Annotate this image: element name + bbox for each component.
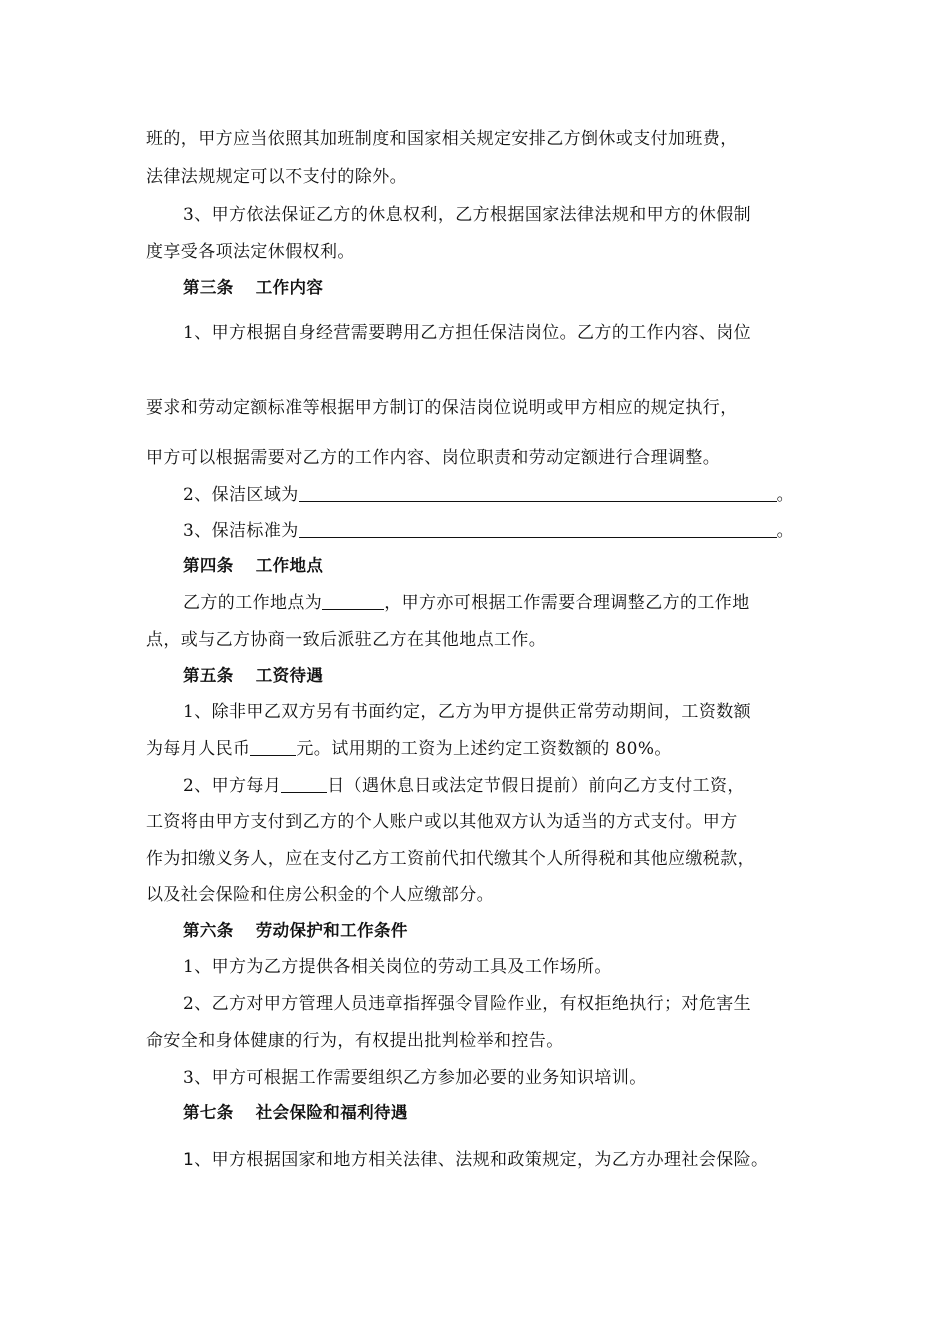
- text: 法律法规规定可以不支付的除外。: [146, 167, 407, 187]
- fill-in-blank[interactable]: [299, 484, 777, 502]
- article-number: 第三条: [183, 278, 234, 297]
- text: 作为扣缴义务人，应在支付乙方工资前代扣代缴其个人所得税和其他应缴税款，: [146, 849, 755, 869]
- text: 1、甲方为乙方提供各相关岗位的劳动工具及工作场所。: [183, 957, 612, 977]
- text: 3、保洁标准为: [183, 521, 299, 541]
- paragraph-line: [146, 884, 494, 906]
- text: 度享受各项法定休假权利。: [146, 242, 355, 262]
- paragraph-line: [183, 775, 745, 797]
- text: 根据甲方制订的保洁岗位说明或甲方相应的规定执行，: [320, 398, 738, 418]
- text: 元。试用期的工资为上述约定工资数额的 80%。: [296, 739, 672, 759]
- paragraph-line: [146, 738, 672, 760]
- text: 为每月人民币: [146, 739, 251, 759]
- text: 2、保洁区域为: [183, 485, 299, 505]
- paragraph-line: [183, 1149, 768, 1171]
- fill-in-blank[interactable]: [299, 520, 777, 538]
- text: 甲方可以根据需要对乙方的工作内容、岗位职责和劳动定额进行合理调整。: [146, 448, 721, 468]
- paragraph-line: [146, 811, 738, 833]
- text: 3、甲方依法保证乙方的休息权利，乙方根据国家法律法规和甲方的休假制: [183, 205, 752, 225]
- text: 命安全和身体健康的行为，有权提出批判检举和控告。: [146, 1031, 564, 1051]
- paragraph-line: [183, 484, 794, 506]
- text: 以及社会保险和住房公积金的个人应缴部分。: [146, 885, 494, 905]
- paragraph-line: [146, 1030, 564, 1052]
- text: 工资将由甲方支付到乙方的个人账户或以其他双方认为适当的方式支付。甲方: [146, 812, 738, 832]
- text: 1、除非甲乙双方另有书面约定，乙方为甲方提供正常劳动期间，工资数额: [183, 702, 752, 722]
- text: ，甲方亦可根据工作需要合理调整乙方的工作地: [384, 593, 750, 613]
- paragraph-line: [183, 204, 751, 226]
- text: 2、甲方每月: [183, 776, 282, 796]
- text: 点，或与乙方协商一致后派驻乙方在其他地点工作。: [146, 630, 547, 650]
- article-title: 劳动保护和工作条件: [255, 921, 408, 940]
- text: 乙方的工作地点为: [183, 593, 323, 613]
- paragraph-line: [183, 1067, 647, 1089]
- paragraph-line: [183, 956, 612, 978]
- paragraph-line: [183, 701, 751, 723]
- paragraph-line: [146, 128, 738, 150]
- paragraph-line: [146, 447, 720, 469]
- paragraph-line: [146, 241, 355, 263]
- text-sans: 要求和劳动定额标准等: [146, 398, 320, 418]
- paragraph-line: [183, 993, 751, 1015]
- article-number: 第四条: [183, 556, 234, 575]
- text-sans: 1、甲方根据国家和地方相关法律、法规和政策规定，为乙方办理社会保险。: [183, 1150, 769, 1170]
- text: 。: [776, 521, 795, 541]
- text-sans: 乙方的工作内容、岗位: [577, 323, 752, 343]
- paragraph-line: [183, 322, 751, 344]
- text: 2、乙方对甲方管理人员违章指挥强令冒险作业，有权拒绝执行；对危害生: [183, 994, 752, 1014]
- article-number: 第五条: [183, 666, 234, 685]
- fill-in-blank[interactable]: [250, 738, 296, 756]
- article-heading-5: [183, 665, 323, 687]
- paragraph-line: [183, 592, 750, 614]
- article-title: 工资待遇: [255, 666, 324, 685]
- text: 班的，甲方应当依照其加班制度和国家相关规定安排乙方倒休或支付加班费，: [146, 129, 738, 149]
- article-number: 第六条: [183, 921, 234, 940]
- paragraph-line: [146, 397, 738, 419]
- fill-in-blank[interactable]: [322, 592, 384, 610]
- article-title: 工作内容: [255, 278, 324, 297]
- article-heading-3: [183, 277, 323, 299]
- article-title: 工作地点: [255, 556, 324, 575]
- fill-in-blank[interactable]: [281, 775, 327, 793]
- text: 1、甲方根据自身经营需要聘用乙方担任保洁岗位。: [183, 323, 578, 343]
- article-heading-4: [183, 555, 323, 577]
- article-heading-7: [183, 1102, 408, 1124]
- text: 3、甲方可根据工作需要组织乙方参加必要的业务知识培训。: [183, 1068, 647, 1088]
- paragraph-line: [146, 629, 546, 651]
- text: 。: [776, 485, 795, 505]
- article-heading-6: [183, 920, 408, 942]
- paragraph-line: [146, 166, 407, 188]
- paragraph-line: [183, 520, 794, 542]
- text: 日（遇休息日或法定节假日提前）前向乙方支付工资，: [327, 776, 745, 796]
- article-title: 社会保险和福利待遇: [255, 1103, 408, 1122]
- paragraph-line: [146, 848, 755, 870]
- article-number: 第七条: [183, 1103, 234, 1122]
